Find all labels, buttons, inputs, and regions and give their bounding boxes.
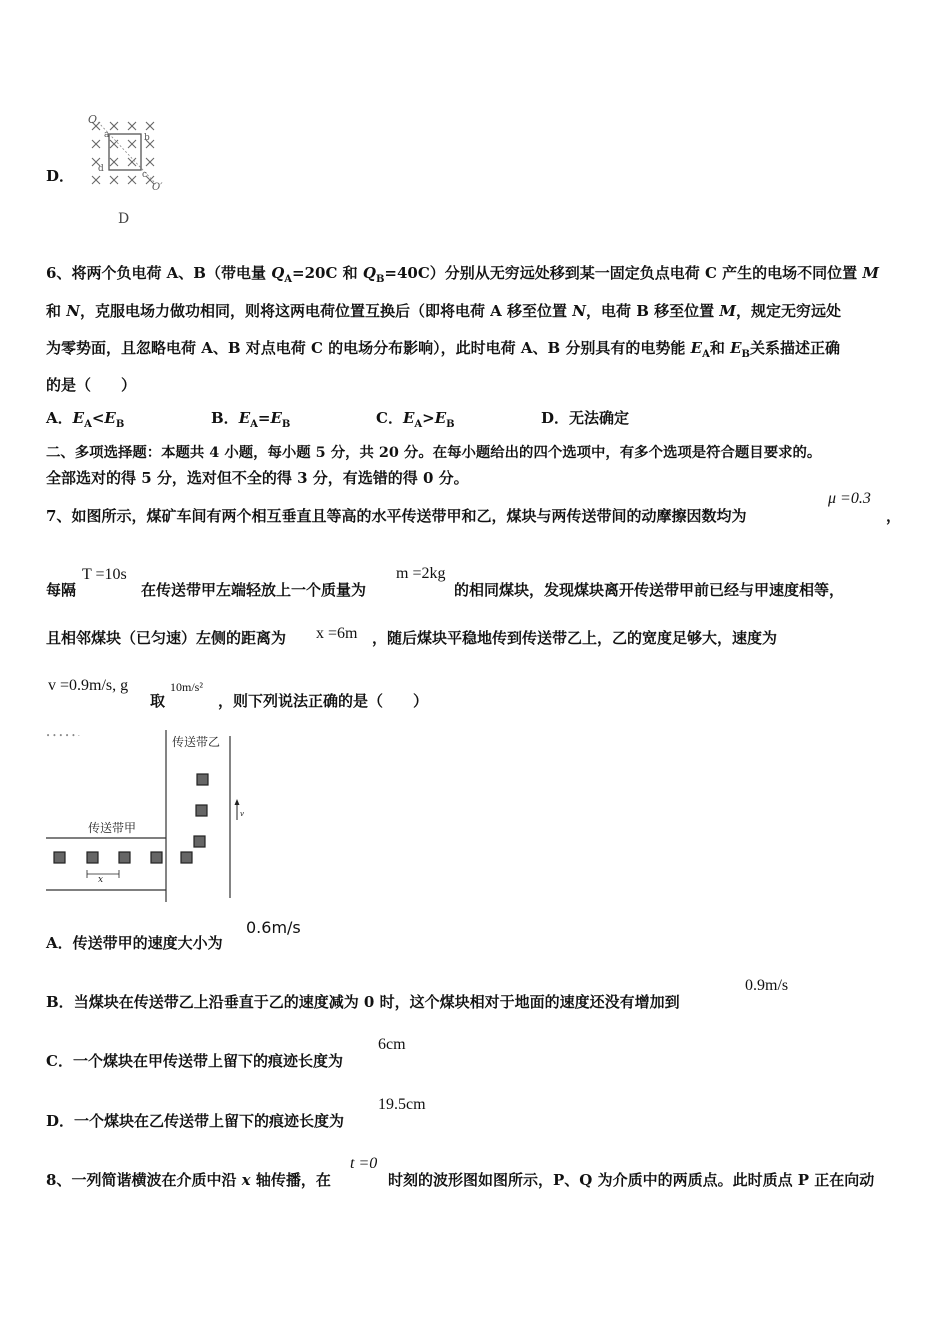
q6-option-a[interactable]: A．$E_A<E_B$ bbox=[46, 409, 125, 430]
coal-block bbox=[119, 852, 130, 863]
q7-option-a-value: 0.6m/s bbox=[246, 918, 301, 937]
label-o-bottom: O′ bbox=[152, 182, 163, 192]
q7-option-c-value: 6cm bbox=[378, 1036, 406, 1053]
q7-mass: m =2kg bbox=[396, 565, 446, 582]
q7-option-d-value: 19.5cm bbox=[378, 1096, 426, 1113]
q6-option-c[interactable]: C．$E_A>E_B$ bbox=[376, 409, 455, 430]
coal-block bbox=[151, 852, 162, 863]
belt-a-label: 传送带甲 bbox=[88, 821, 137, 835]
q8-line1-a: 8、一列简谐横波在介质中沿 x 轴传播，在 bbox=[46, 1171, 331, 1189]
q6-option-b[interactable]: B．$E_A=E_B$ bbox=[211, 409, 291, 430]
coal-block bbox=[196, 805, 207, 816]
q7-option-b[interactable]: B．当煤块在传送带乙上沿垂直于乙的速度减为 0 时，这个煤块相对于地面的速度还没有增加到 bbox=[46, 993, 680, 1011]
loop-abcd bbox=[109, 134, 141, 170]
q7-distance-x: x =6m bbox=[316, 625, 358, 642]
q7-g-value: 10m/s² bbox=[170, 680, 203, 694]
coal-blocks-belt-b bbox=[194, 774, 208, 847]
coal-block bbox=[194, 836, 205, 847]
q7-line2-b: 在传送带甲左端轻放上一个质量为 bbox=[141, 581, 367, 599]
section2-line2: 全部选对的得 5 分，选对但不全的得 3 分，有选错的得 0 分。 bbox=[46, 469, 469, 487]
coal-blocks-belt-a bbox=[54, 852, 192, 863]
q7-conveyor-figure bbox=[44, 730, 244, 902]
q7-option-d[interactable]: D．一个煤块在乙传送带上留下的痕迹长度为 bbox=[46, 1112, 345, 1130]
figure-top-scribble: • • • • • ‧ bbox=[46, 732, 80, 740]
q7-line3-a: 且相邻煤块（已匀速）左侧的距离为 bbox=[46, 629, 287, 647]
q7-mu: μ =0.3 bbox=[828, 490, 871, 507]
q7-line1: 7、如图所示，煤矿车间有两个相互垂直且等高的水平传送带甲和乙，煤块与两传送带间的动摩擦因数均为 bbox=[46, 507, 747, 525]
label-o-top: O bbox=[88, 113, 98, 126]
q7-option-b-value: 0.9m/s bbox=[745, 977, 789, 994]
coal-block bbox=[54, 852, 65, 863]
q7-comma: ， bbox=[886, 507, 902, 525]
q6-line2: 和 N，克服电场力做功相同，则将这两电荷位置互换后（即将电荷 A 移至位置 N，电荷 B 移至位置 M，规定无穷远处 bbox=[46, 302, 841, 320]
label-b: b bbox=[144, 133, 150, 143]
q7-line3-b: ，随后煤块平稳地传到传送带乙上，乙的宽度足够大，速度为 bbox=[372, 629, 778, 647]
label-d: d bbox=[98, 164, 104, 174]
coal-block bbox=[181, 852, 192, 863]
q7-line2-a: 每隔 bbox=[46, 581, 77, 599]
q5-figure-caption: D bbox=[118, 211, 130, 227]
coal-block bbox=[197, 774, 208, 785]
q6-line4: 的是（ ） bbox=[46, 376, 137, 394]
q7-velocity-v: v =0.9m/s, g bbox=[48, 677, 129, 694]
q7-line4-b: ，则下列说法正确的是（ ） bbox=[218, 692, 429, 710]
coal-block bbox=[87, 852, 98, 863]
label-a: a bbox=[104, 130, 110, 140]
q6-line3: 为零势面，且忽略电荷 A、B 对点电荷 C 的电场分布影响），此时电荷 A、B 分别具有的电势能 $E_A$和 $E_B$关系描述正确 bbox=[46, 339, 840, 360]
q5-option-d-figure bbox=[84, 112, 174, 192]
q8-time-t: t =0 bbox=[350, 1155, 378, 1172]
velocity-label: v bbox=[240, 810, 244, 818]
velocity-arrow-head bbox=[235, 799, 240, 805]
q7-line2-c: 的相同煤块，发现煤块离开传送带甲前已经与甲速度相等， bbox=[454, 581, 845, 599]
q7-option-a[interactable]: A．传送带甲的速度大小为 bbox=[46, 934, 223, 952]
q5-option-d-label: D． bbox=[46, 167, 75, 185]
q8-line1-c: 时刻的波形图如图所示，P、Q 为介质中的两质点。此时质点 P 正在向动 bbox=[388, 1171, 875, 1189]
belt-b-label: 传送带乙 bbox=[172, 735, 221, 749]
q6-line1: 6、将两个负电荷 A、B（带电量 $Q_A=20C$ 和 $Q_B=40C$）分别从无穷远处移到某一固定负点电荷 C 产生的电场不同位置 M bbox=[46, 264, 880, 285]
q6-option-d[interactable]: D．无法确定 bbox=[541, 409, 630, 427]
q7-period-T: T =10s bbox=[82, 566, 127, 583]
x-label: x bbox=[98, 875, 104, 885]
q7-option-c[interactable]: C．一个煤块在甲传送带上留下的痕迹长度为 bbox=[46, 1052, 343, 1070]
q7-take: 取 bbox=[150, 692, 166, 710]
section2-line1: 二、多项选择题：本题共 4 小题，每小题 5 分，共 20 分。在每小题给出的四个选项中，有多个选项是符合题目要求的。 bbox=[46, 444, 822, 461]
label-c: c bbox=[142, 170, 148, 180]
